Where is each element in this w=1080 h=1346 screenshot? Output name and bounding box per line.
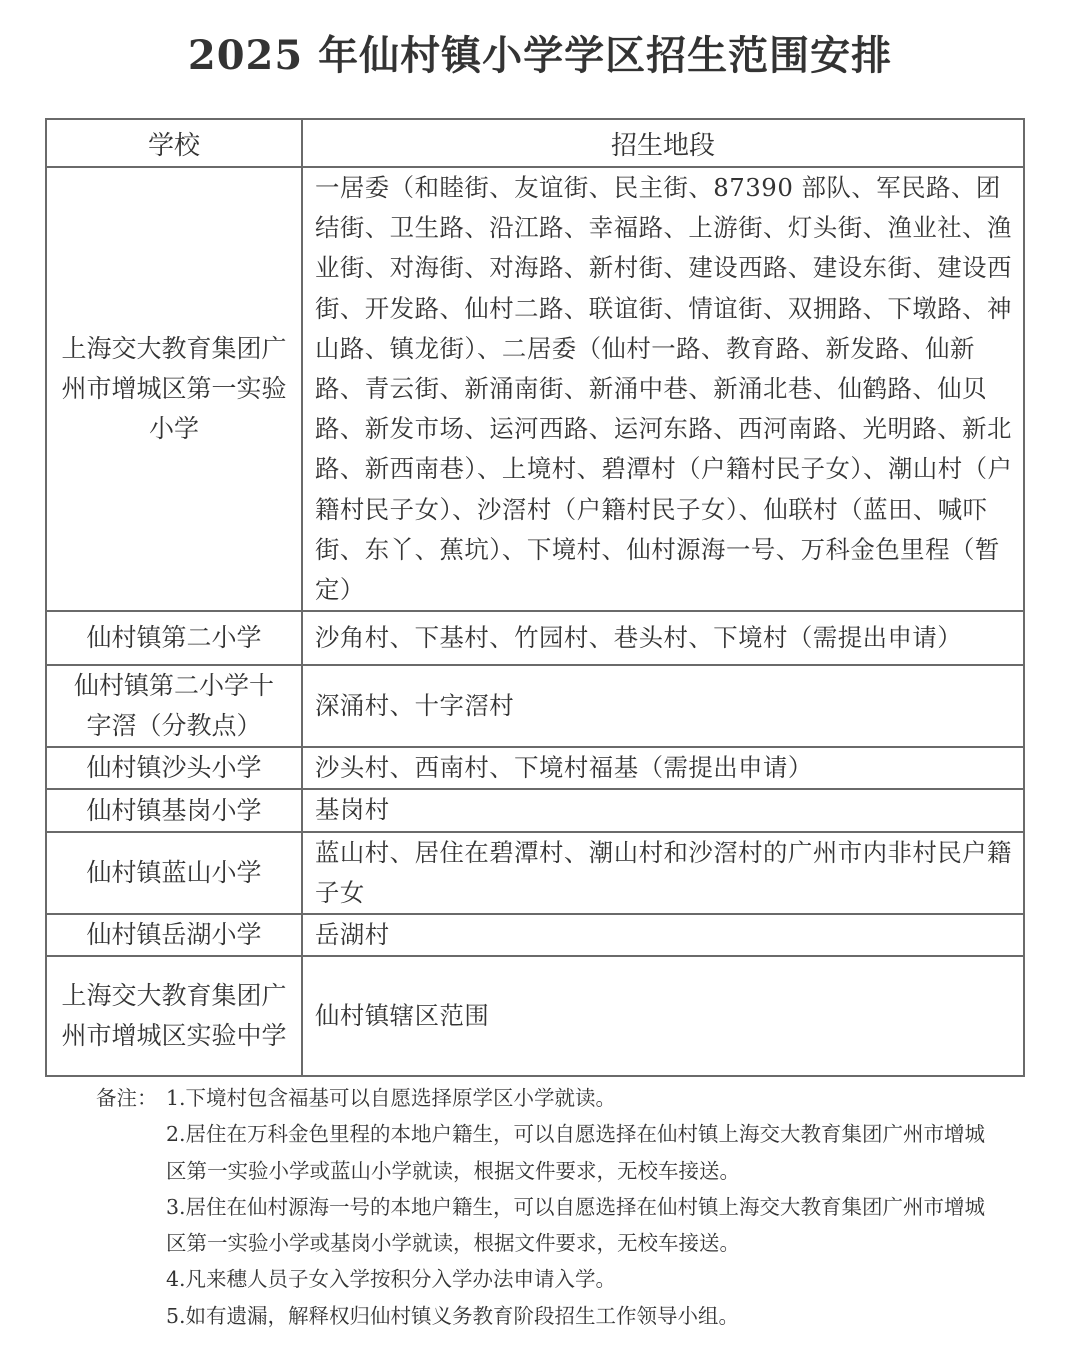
note-text: 4.凡来穗人员子女入学按积分入学办法申请入学。	[166, 1267, 617, 1292]
note-item	[96, 1298, 1026, 1334]
school-name-text: 上海交大教育集团广州市增城区第一实验小学	[61, 334, 287, 444]
note-text: 3.居住在仙村源海一号的本地户籍生，可以自愿选择在仙村镇上海交大教育集团广州市增城区第一实验小学或基岗小学就读，根据文件要求，无校车接送。	[166, 1194, 986, 1256]
table-row	[46, 832, 1024, 914]
note-text: 5.如有遗漏，解释权归仙村镇义务教育阶段招生工作领导小组。	[166, 1303, 740, 1328]
note-item	[96, 1261, 1026, 1297]
school-name	[46, 956, 302, 1076]
header-school: 学校	[46, 119, 302, 167]
school-name	[46, 665, 302, 747]
enrollment-table	[45, 118, 1025, 1077]
school-name-text: 上海交大教育集团广州市增城区实验中学	[61, 981, 287, 1051]
table-header-row	[46, 119, 1024, 167]
enrollment-area: 沙头村、西南村、下境村福基（需提出申请）	[302, 747, 1024, 789]
note-item	[96, 1080, 1026, 1116]
enrollment-area: 仙村镇辖区范围	[302, 956, 1024, 1076]
table-row	[46, 167, 1024, 611]
enrollment-area: 沙角村、下基村、竹园村、巷头村、下境村（需提出申请）	[302, 611, 1024, 665]
table-row	[46, 611, 1024, 665]
notes-label: 备注：	[96, 1086, 158, 1110]
note-item	[96, 1116, 1026, 1189]
school-name: 仙村镇沙头小学	[46, 747, 302, 789]
table-row	[46, 789, 1024, 831]
table-row	[46, 914, 1024, 956]
table-row	[46, 665, 1024, 747]
note-text: 2.居住在万科金色里程的本地户籍生，可以自愿选择在仙村镇上海交大教育集团广州市增城区第一实验小学或蓝山小学就读，根据文件要求，无校车接送。	[166, 1122, 986, 1183]
header-area: 招生地段	[302, 119, 1024, 167]
table-row	[46, 747, 1024, 789]
note-text: 1.下境村包含福基可以自愿选择原学区小学就读。	[166, 1086, 617, 1110]
enrollment-area: 岳湖村	[302, 914, 1024, 956]
school-name: 仙村镇蓝山小学	[46, 832, 302, 914]
enrollment-area: 深涌村、十字滘村	[302, 665, 1024, 747]
school-name: 仙村镇第二小学	[46, 611, 302, 665]
notes-section	[96, 1080, 1026, 1334]
school-name: 仙村镇基岗小学	[46, 789, 302, 831]
school-name-text: 仙村镇第二小学十字滘（分教点）	[73, 671, 274, 741]
enrollment-area: 基岗村	[302, 789, 1024, 831]
table-row	[46, 956, 1024, 1076]
school-name: 仙村镇岳湖小学	[46, 914, 302, 956]
enrollment-area: 一居委（和睦街、友谊街、民主街、87390 部队、军民路、团结街、卫生路、沿江路、幸福路、上游街、灯头街、渔业社、渔业街、对海街、对海路、新村街、建设西路、建设东街、建设西街、开发路、仙村二路、联谊街、情谊街、双拥路、下墩路、神山路、镇龙街）、二居委（仙村一路、教育路、新发路、仙新路、青云街、新涌南街、新涌中巷、新涌北巷、仙鹤路、仙贝路、新发市场、运河西路、运河东路、西河南路、光明路、新北路、新西南巷）、上境村、碧潭村（户籍村民子女）、潮山村（户籍村民子女）、沙滘村（户籍村民子女）、仙联村（蓝田、喊吓街、东丫、蕉坑）、下境村、仙村源海一号、万科金色里程（暂定）	[302, 167, 1024, 611]
enrollment-area: 蓝山村、居住在碧潭村、潮山村和沙滘村的广州市内非村民户籍子女	[302, 832, 1024, 914]
note-item	[96, 1189, 1026, 1262]
school-name	[46, 167, 302, 611]
page-title: 2025 年仙村镇小学学区招生范围安排	[187, 32, 893, 79]
